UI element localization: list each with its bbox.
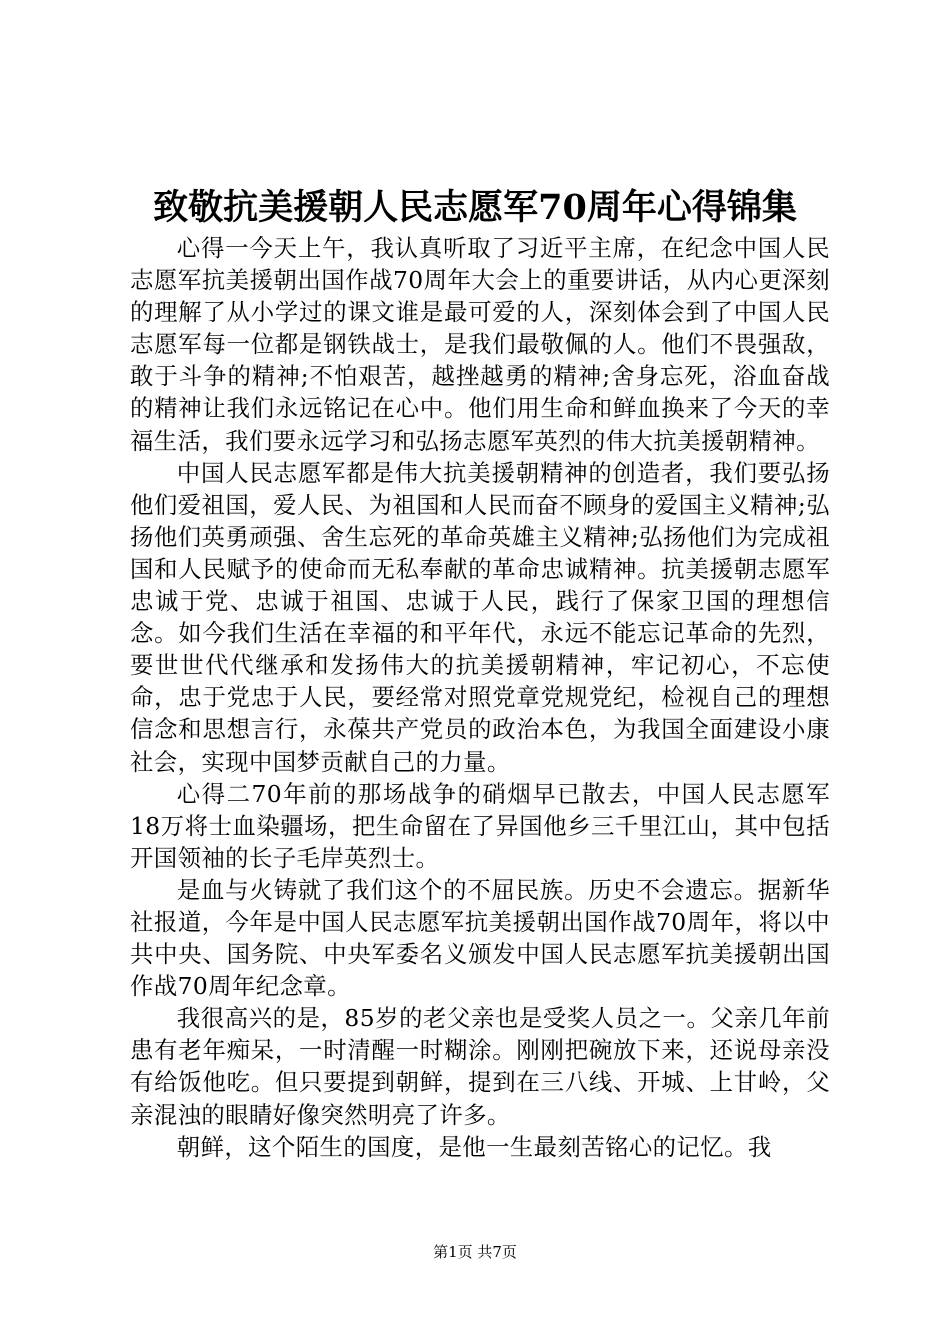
paragraph: 是血与火铸就了我们这个的不屈民族。历史不会遗忘。据新华社报道，今年是中国人民志愿军抗美援朝出国作战70周年，将以中共中央、国务院、中央军委名义颁发中国人民志愿军抗美援朝出国作战70周年纪念章。 [130, 875, 830, 1001]
paragraph: 我很高兴的是，85岁的老父亲也是受奖人员之一。父亲几年前患有老年痴呆，一时清醒一时糊涂。刚刚把碗放下来，还说母亲没有给饭他吃。但只要提到朝鲜，提到在三八线、开城、上甘岭，父亲混浊的眼睛好像突然明亮了许多。 [130, 1004, 830, 1129]
document-body [130, 232, 830, 1163]
page-footer [0, 1242, 950, 1262]
page-number: 第1页 共7页 [433, 1243, 517, 1261]
paragraph: 心得一今天上午，我认真听取了习近平主席，在纪念中国人民志愿军抗美援朝出国作战70周年大会上的重要讲话，从内心更深刻的理解了从小学过的课文谁是最可爱的人，深刻体会到了中国人民志愿军每一位都是钢铁战士，是我们最敬佩的人。他们不畏强敌，敢于斗争的精神;不怕艰苦，越挫越勇的精神;舍身忘死，浴血奋战的精神让我们永远铭记在心中。他们用生命和鲜血换来了今天的幸福生活，我们要永远学习和弘扬志愿军英烈的伟大抗美援朝精神。 [130, 234, 830, 455]
document-title: 致敬抗美援朝人民志愿军70周年心得锦集 [153, 187, 797, 228]
paragraph: 中国人民志愿军都是伟大抗美援朝精神的创造者，我们要弘扬他们爱祖国，爱人民、为祖国和人民而奋不顾身的爱国主义精神;弘扬他们英勇顽强、舍生忘死的革命英雄主义精神;弘扬他们为完成祖国和人民赋予的使命而无私奉献的革命忠诚精神。抗美援朝志愿军忠诚于党、忠诚于祖国、忠诚于人民，践行了保家卫国的理想信念。如今我们生活在幸福的和平年代，永远不能忘记革命的先烈，要世世代代继承和发扬伟大的抗美援朝精神，牢记初心，不忘使命，忠于党忠于人民，要经常对照党章党规党纪，检视自己的理想信念和思想言行，永葆共产党员的政治本色，为我国全面建设小康社会，实现中国梦贡献自己的力量。 [130, 458, 830, 776]
paragraph: 朝鲜，这个陌生的国度，是他一生最刻苦铭心的记忆。我 [176, 1132, 772, 1161]
paragraph: 心得二70年前的那场战争的硝烟早已散去，中国人民志愿军18万将士血染疆场，把生命留在了异国他乡三千里江山，其中包括开国领袖的长子毛岸英烈士。 [130, 779, 830, 872]
